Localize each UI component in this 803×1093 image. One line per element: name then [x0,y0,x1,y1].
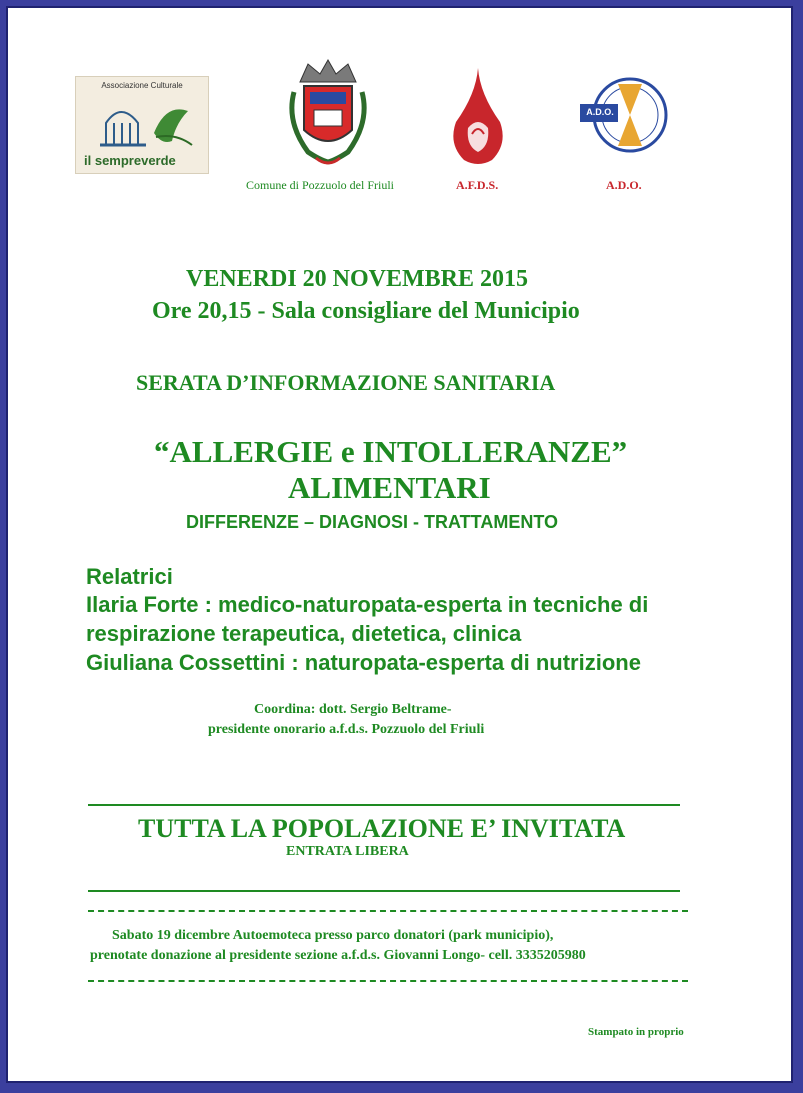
coordinator-line-2: presidente onorario a.f.d.s. Pozzuolo del Friuli [208,722,485,737]
afds-caption: A.F.D.S. [456,178,499,192]
event-title-line1: “ALLERGIE e INTOLLERANZE” [154,434,628,469]
notice-line-1: Sabato 19 dicembre Autoemoteca presso parco donatori (park municipio), [112,928,554,943]
dashed-divider-1 [88,910,688,912]
sempreverde-top-text: Associazione Culturale [101,81,183,90]
event-date: VENERDI 20 NOVEMBRE 2015 [186,266,529,292]
event-subtitle: DIFFERENZE – DIAGNOSI - TRATTAMENTO [186,512,558,532]
sempreverde-logo [75,76,209,174]
speaker-line-1: Ilaria Forte : medico-naturopata-esperta in tecniche di [86,592,649,617]
speaker-line-2: respirazione terapeutica, dietetica, clinica [86,621,522,646]
comune-coat-of-arms-icon [280,52,376,172]
notice-line-2: prenotate donazione al presidente sezione a.f.d.s. Giovanni Longo- cell. 3335205980 [90,948,586,963]
event-type: SERATA D’INFORMAZIONE SANITARIA [136,370,556,395]
temple-leaf-icon [76,93,208,153]
blood-drop-icon [448,64,508,168]
speakers-heading: Relatrici [86,564,173,589]
divider-middle [88,890,680,892]
event-time-place: Ore 20,15 - Sala consigliare del Municipio [152,298,580,324]
flyer-page [6,6,793,1083]
comune-caption: Comune di Pozzuolo del Friuli [246,178,394,192]
printed-note: Stampato in proprio [588,1026,684,1038]
sempreverde-name: il sempreverde [84,153,176,168]
invite-sub: ENTRATA LIBERA [286,844,409,859]
divider-top [88,804,680,806]
dashed-divider-2 [88,980,688,982]
speaker-line-3: Giuliana Cossettini : naturopata-esperta di nutrizione [86,650,641,675]
event-title-line2: ALIMENTARI [288,470,491,505]
coordinator-line-1: Coordina: dott. Sergio Beltrame- [254,702,452,717]
ado-caption: A.D.O. [606,178,642,192]
invite-main: TUTTA LA POPOLAZIONE E’ INVITATA [138,814,626,843]
ado-badge-text: A.D.O. [586,107,614,117]
